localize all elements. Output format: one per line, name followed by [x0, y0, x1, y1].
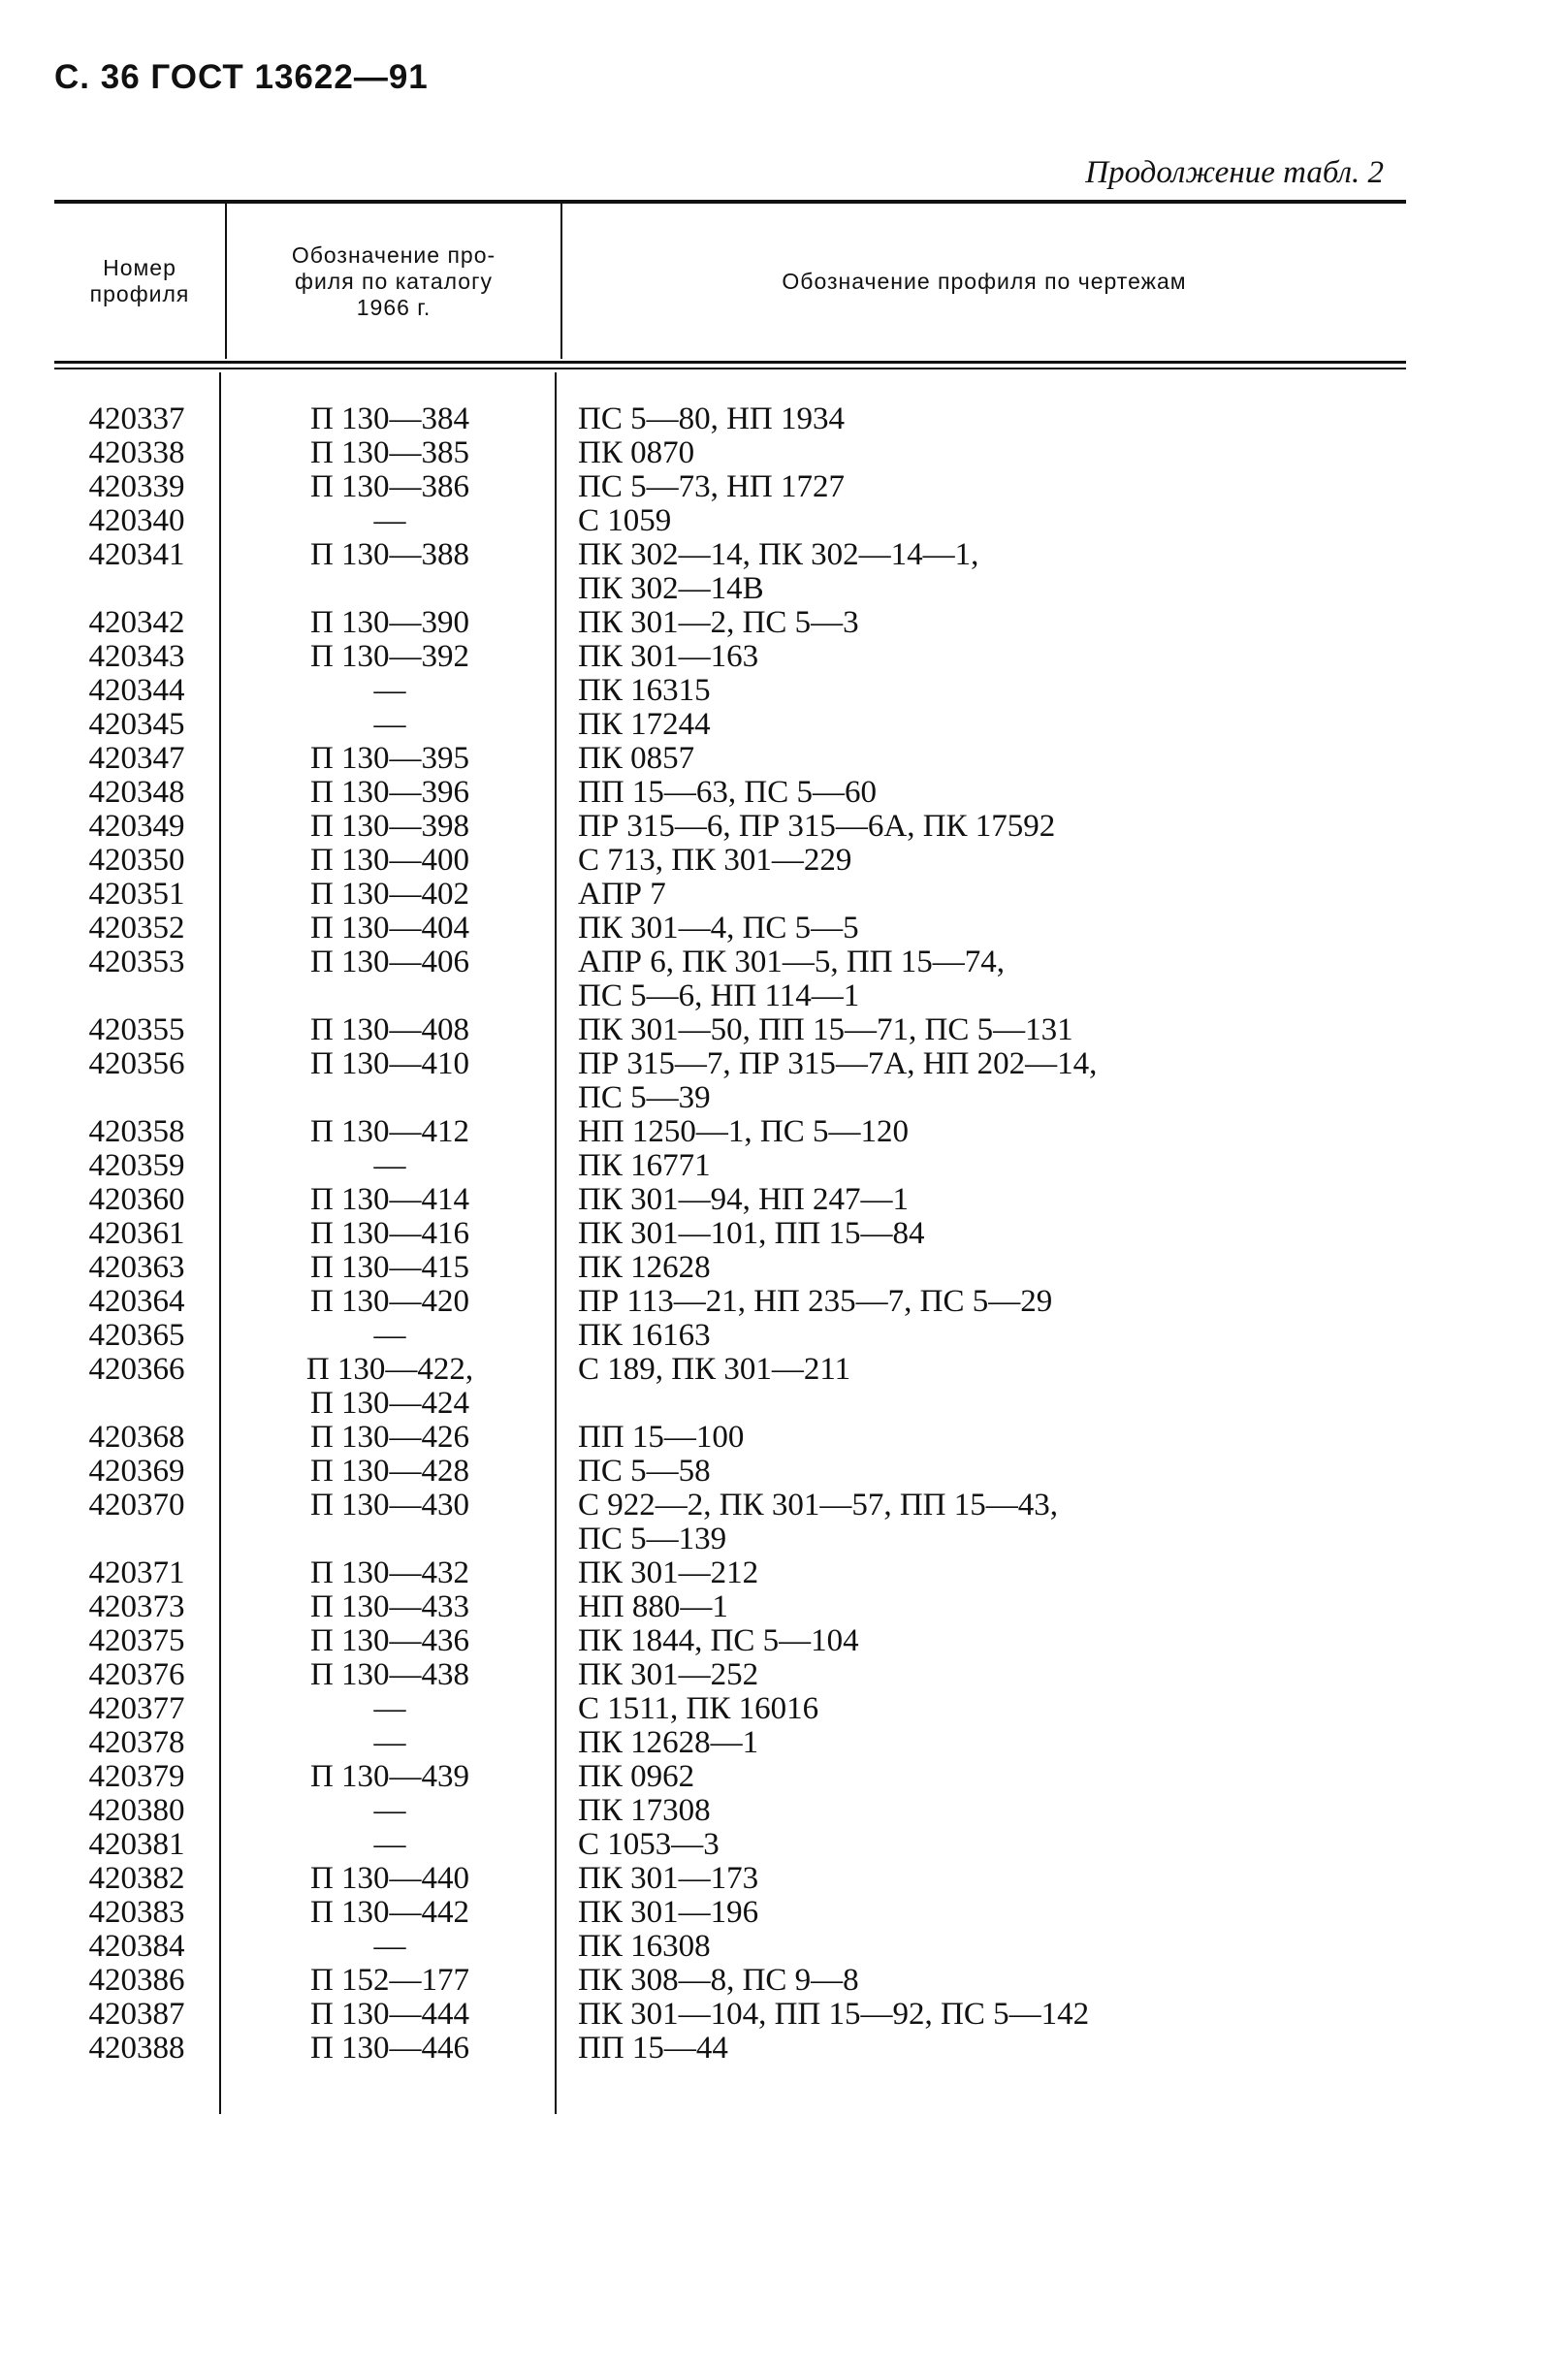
- drawing-designation-cell: [578, 1115, 1412, 1149]
- table-row: [0, 1930, 1568, 1964]
- drawing-designation-line: ПС 5—58: [578, 1454, 711, 1489]
- drawing-designation-line: С 713, ПК 301—229: [578, 843, 852, 878]
- table-row: [0, 708, 1568, 742]
- catalog-designation-cell: [225, 1590, 555, 1624]
- drawing-designation-line: АПР 6, ПК 301—5, ПП 15—74,: [578, 945, 1006, 979]
- running-head: С. 36 ГОСТ 13622—91: [54, 58, 429, 96]
- drawing-designation-line: ПП 15—63, ПС 5—60: [578, 775, 878, 810]
- drawing-designation-cell: [578, 912, 1412, 946]
- table-row: [0, 1353, 1568, 1421]
- profile-number-cell: 420339: [88, 469, 185, 504]
- drawing-designation-line: С 1511, ПК 16016: [578, 1691, 819, 1726]
- drawing-designation-line: ПК 301—173: [578, 1861, 759, 1896]
- drawing-designation-cell: [578, 1862, 1412, 1896]
- table-row: [0, 402, 1568, 436]
- catalog-designation-line: П 130—386: [309, 469, 470, 504]
- drawing-designation-line: ПК 301—196: [578, 1895, 759, 1930]
- catalog-designation-cell: [225, 810, 555, 844]
- catalog-designation-cell: [225, 1421, 555, 1455]
- drawing-designation-cell: [578, 1624, 1412, 1658]
- catalog-designation-line: —: [373, 707, 406, 742]
- drawing-designation-line: ПК 0962: [578, 1759, 695, 1794]
- catalog-designation-cell: [225, 1319, 555, 1353]
- catalog-designation-line: П 130—408: [309, 1012, 470, 1047]
- catalog-designation-line: П 130—404: [309, 911, 470, 946]
- drawing-designation-line: ПК 1844, ПС 5—104: [578, 1623, 859, 1658]
- catalog-designation-cell: [225, 402, 555, 436]
- catalog-designation-line: П 130—415: [309, 1250, 470, 1285]
- catalog-designation-line: —: [373, 1691, 406, 1726]
- catalog-designation-cell: [225, 606, 555, 640]
- catalog-designation-cell: [225, 708, 555, 742]
- profile-number-cell: 420375: [88, 1623, 185, 1658]
- drawing-designation-cell: [578, 1353, 1412, 1387]
- catalog-designation-line: П 130—439: [309, 1759, 470, 1794]
- drawing-designation-line: ПС 5—73, НП 1727: [578, 469, 846, 504]
- catalog-designation-cell: [225, 776, 555, 810]
- drawing-designation-line: ПП 15—44: [578, 2031, 728, 2066]
- drawing-designation-cell: [578, 1896, 1412, 1930]
- drawing-designation-cell: [578, 1658, 1412, 1692]
- drawing-designation-cell: [578, 1964, 1412, 1998]
- table-row: [0, 606, 1568, 640]
- drawing-designation-line: ПК 12628—1: [578, 1725, 759, 1760]
- drawing-designation-line: ПС 5—80, НП 1934: [578, 401, 846, 436]
- drawing-designation-line: ПС 5—6, НП 114—1: [578, 978, 860, 1013]
- profile-number-cell: 420382: [88, 1861, 185, 1896]
- drawing-designation-line: С 922—2, ПК 301—57, ПП 15—43,: [578, 1488, 1059, 1523]
- profile-number-cell: 420381: [88, 1827, 185, 1862]
- profile-number-cell: 420355: [88, 1012, 185, 1047]
- table-row: [0, 1862, 1568, 1896]
- catalog-designation-cell: [225, 946, 555, 979]
- catalog-designation-line: П 130—392: [309, 639, 470, 674]
- drawing-designation-line: ПК 301—163: [578, 639, 759, 674]
- header-line: Обозначение про-: [291, 241, 496, 268]
- drawing-designation-cell: [578, 1556, 1412, 1590]
- header-bottom-rule: [54, 361, 1406, 364]
- profile-number-cell: 420368: [88, 1420, 185, 1455]
- drawing-designation-line: ПК 16308: [578, 1929, 711, 1964]
- profile-number-cell: 420371: [88, 1555, 185, 1590]
- catalog-designation-cell: [225, 1251, 555, 1285]
- drawing-designation-cell: [578, 1421, 1412, 1455]
- table-row: [0, 912, 1568, 946]
- catalog-designation-cell: [225, 538, 555, 572]
- table-row: [0, 1217, 1568, 1251]
- drawing-designation-line: ПП 15—100: [578, 1420, 745, 1455]
- catalog-designation-line: П 130—395: [309, 741, 470, 776]
- catalog-designation-line: П 130—414: [309, 1182, 470, 1217]
- table-row: [0, 1047, 1568, 1115]
- drawing-designation-line: ПК 301—101, ПП 15—84: [578, 1216, 925, 1251]
- catalog-designation-line: —: [373, 1318, 406, 1353]
- table-row: [0, 1658, 1568, 1692]
- catalog-designation-line: —: [373, 1827, 406, 1862]
- catalog-designation-line: П 130—432: [309, 1555, 470, 1590]
- catalog-designation-cell: [225, 844, 555, 878]
- profile-number-cell: 420338: [88, 435, 185, 470]
- drawing-designation-cell: [578, 640, 1412, 674]
- profile-number-cell: 420383: [88, 1895, 185, 1930]
- catalog-designation-cell: [225, 640, 555, 674]
- drawing-designation-cell: [578, 1590, 1412, 1624]
- table-row: [0, 776, 1568, 810]
- drawing-designation-line: ПК 0857: [578, 741, 695, 776]
- catalog-designation-cell: [225, 1726, 555, 1760]
- table-body: [0, 402, 1568, 2066]
- table-row: [0, 1692, 1568, 1726]
- table-row: [0, 1149, 1568, 1183]
- drawing-designation-cell: [578, 1828, 1412, 1862]
- header-profile-number: [54, 204, 225, 359]
- catalog-designation-line: П 130—412: [309, 1114, 470, 1149]
- catalog-designation-line: П 130—385: [309, 435, 470, 470]
- catalog-designation-line: П 130—420: [309, 1284, 470, 1319]
- table-row: [0, 878, 1568, 912]
- drawing-designation-line: С 1053—3: [578, 1827, 720, 1862]
- drawing-designation-cell: [578, 844, 1412, 878]
- drawing-designation-cell: [578, 1013, 1412, 1047]
- catalog-designation-line: П 130—440: [309, 1861, 470, 1896]
- catalog-designation-cell: [225, 1624, 555, 1658]
- catalog-designation-line: П 130—410: [309, 1046, 470, 1081]
- table-row: [0, 1421, 1568, 1455]
- drawing-designation-cell: [578, 402, 1412, 436]
- profile-number-cell: 420340: [88, 503, 185, 538]
- table-row: [0, 742, 1568, 776]
- catalog-designation-line: П 130—438: [309, 1657, 470, 1692]
- table-row: [0, 1251, 1568, 1285]
- catalog-designation-line: —: [373, 503, 406, 538]
- catalog-designation-cell: [225, 1760, 555, 1794]
- table-row: [0, 640, 1568, 674]
- catalog-designation-cell: [225, 1658, 555, 1692]
- catalog-designation-cell: [225, 504, 555, 538]
- drawing-designation-line: ПК 17308: [578, 1793, 711, 1828]
- catalog-designation-cell: [225, 742, 555, 776]
- profile-number-cell: 420366: [88, 1352, 185, 1387]
- drawing-designation-line: ПК 301—50, ПП 15—71, ПС 5—131: [578, 1012, 1073, 1047]
- profile-number-cell: 420343: [88, 639, 185, 674]
- catalog-designation-cell: [225, 1998, 555, 2032]
- header-line: профиля: [89, 281, 190, 306]
- catalog-designation-cell: [225, 1930, 555, 1964]
- header-drawing-designation: [562, 204, 1406, 359]
- table-row: [0, 504, 1568, 538]
- header-line: Обозначение профиля по чертежам: [782, 268, 1187, 294]
- profile-number-cell: 420365: [88, 1318, 185, 1353]
- profile-number-cell: 420379: [88, 1759, 185, 1794]
- catalog-designation-cell: [225, 1556, 555, 1590]
- header-catalog-designation: [227, 204, 560, 359]
- profile-number-cell: 420369: [88, 1454, 185, 1489]
- profile-number-cell: 420370: [88, 1488, 185, 1523]
- drawing-designation-cell: [578, 1285, 1412, 1319]
- table-row: [0, 1760, 1568, 1794]
- drawing-designation-line: ПК 17244: [578, 707, 711, 742]
- drawing-designation-line: НП 880—1: [578, 1589, 728, 1624]
- catalog-designation-line: П 130—416: [309, 1216, 470, 1251]
- profile-number-cell: 420377: [88, 1691, 185, 1726]
- profile-number-cell: 420347: [88, 741, 185, 776]
- catalog-designation-cell: [225, 1692, 555, 1726]
- header-line: Номер: [103, 255, 176, 280]
- table-row: [0, 436, 1568, 470]
- profile-number-cell: 420351: [88, 877, 185, 912]
- header-line: филя по каталогу: [295, 268, 493, 294]
- column-divider: [225, 204, 227, 359]
- profile-number-cell: 420380: [88, 1793, 185, 1828]
- drawing-designation-cell: [578, 776, 1412, 810]
- catalog-designation-line: П 130—390: [309, 605, 470, 640]
- profile-number-cell: 420352: [88, 911, 185, 946]
- catalog-designation-line: П 130—422,: [305, 1352, 474, 1387]
- drawing-designation-cell: [578, 1251, 1412, 1285]
- catalog-designation-line: П 130—444: [309, 1997, 470, 2032]
- catalog-designation-cell: [225, 1047, 555, 1081]
- drawing-designation-line: ПК 301—252: [578, 1657, 759, 1692]
- drawing-designation-cell: [578, 1726, 1412, 1760]
- drawing-designation-line: НП 1250—1, ПС 5—120: [578, 1114, 910, 1149]
- table-row: [0, 1183, 1568, 1217]
- catalog-designation-cell: [225, 436, 555, 470]
- drawing-designation-line: ПР 113—21, НП 235—7, ПС 5—29: [578, 1284, 1053, 1319]
- catalog-designation-cell: [225, 2032, 555, 2066]
- drawing-designation-cell: [578, 708, 1412, 742]
- catalog-designation-line: —: [373, 1725, 406, 1760]
- profile-number-cell: 420364: [88, 1284, 185, 1319]
- catalog-designation-line: П 130—400: [309, 843, 470, 878]
- profile-number-cell: 420341: [88, 537, 185, 572]
- profile-number-cell: 420356: [88, 1046, 185, 1081]
- table-row: [0, 1556, 1568, 1590]
- table-row: [0, 2032, 1568, 2066]
- table-row: [0, 946, 1568, 1013]
- catalog-designation-line: П 130—436: [309, 1623, 470, 1658]
- drawing-designation-line: ПР 315—6, ПР 315—6А, ПК 17592: [578, 809, 1056, 844]
- catalog-designation-cell: [225, 1149, 555, 1183]
- table-continuation-label: Продолжение табл. 2: [1085, 155, 1384, 190]
- drawing-designation-cell: [578, 436, 1412, 470]
- drawing-designation-line: ПК 16315: [578, 673, 711, 708]
- catalog-designation-cell: [225, 470, 555, 504]
- catalog-designation-line: П 130—398: [309, 809, 470, 844]
- drawing-designation-cell: [578, 674, 1412, 708]
- catalog-designation-line: —: [373, 1148, 406, 1183]
- drawing-designation-cell: [578, 606, 1412, 640]
- table-row: [0, 810, 1568, 844]
- catalog-designation-line: П 130—384: [309, 401, 470, 436]
- drawing-designation-line: С 189, ПК 301—211: [578, 1352, 851, 1387]
- table-row: [0, 1590, 1568, 1624]
- profile-number-cell: 420345: [88, 707, 185, 742]
- drawing-designation-cell: [578, 1319, 1412, 1353]
- catalog-designation-cell: [225, 878, 555, 912]
- catalog-designation-line: —: [373, 1929, 406, 1964]
- table-row: [0, 1319, 1568, 1353]
- drawing-designation-line: ПС 5—139: [578, 1522, 727, 1556]
- catalog-designation-cell: [225, 1794, 555, 1828]
- catalog-designation-cell: [225, 1964, 555, 1998]
- catalog-designation-line: П 130—433: [309, 1589, 470, 1624]
- profile-number-cell: 420350: [88, 843, 185, 878]
- drawing-designation-line: ПС 5—39: [578, 1080, 711, 1115]
- profile-number-cell: 420342: [88, 605, 185, 640]
- profile-number-cell: 420373: [88, 1589, 185, 1624]
- profile-number-cell: 420378: [88, 1725, 185, 1760]
- profile-number-cell: 420348: [88, 775, 185, 810]
- catalog-designation-cell: [225, 1013, 555, 1047]
- drawing-designation-line: ПК 308—8, ПС 9—8: [578, 1963, 859, 1998]
- catalog-designation-line: П 130—446: [309, 2031, 470, 2066]
- table-row: [0, 1726, 1568, 1760]
- drawing-designation-cell: [578, 1998, 1412, 2032]
- table-row: [0, 1998, 1568, 2032]
- catalog-designation-cell: [225, 1217, 555, 1251]
- drawing-designation-line: ПК 0870: [578, 435, 695, 470]
- table-row: [0, 1828, 1568, 1862]
- catalog-designation-line: П 130—428: [309, 1454, 470, 1489]
- catalog-designation-cell: [225, 1489, 555, 1523]
- catalog-designation-cell: [225, 1455, 555, 1489]
- catalog-designation-line: П 130—424: [309, 1386, 470, 1421]
- catalog-designation-line: П 130—406: [309, 945, 470, 979]
- table-row: [0, 1285, 1568, 1319]
- catalog-designation-cell: [225, 674, 555, 708]
- table-row: [0, 1794, 1568, 1828]
- profile-number-cell: 420349: [88, 809, 185, 844]
- catalog-designation-cell: [225, 1115, 555, 1149]
- profile-number-cell: 420363: [88, 1250, 185, 1285]
- drawing-designation-cell: [578, 1183, 1412, 1217]
- table-row: [0, 1964, 1568, 1998]
- drawing-designation-line: ПК 12628: [578, 1250, 711, 1285]
- profile-number-cell: 420384: [88, 1929, 185, 1964]
- catalog-designation-cell: [225, 1862, 555, 1896]
- profile-number-cell: 420388: [88, 2031, 185, 2066]
- table-row: [0, 1624, 1568, 1658]
- drawing-designation-line: С 1059: [578, 503, 672, 538]
- drawing-designation-cell: [578, 1489, 1412, 1556]
- catalog-designation-line: П 152—177: [309, 1963, 470, 1998]
- table-row: [0, 1455, 1568, 1489]
- drawing-designation-line: ПК 301—212: [578, 1555, 759, 1590]
- profile-number-cell: 420359: [88, 1148, 185, 1183]
- drawing-designation-cell: [578, 1794, 1412, 1828]
- drawing-designation-line: ПР 315—7, ПР 315—7А, НП 202—14,: [578, 1046, 1098, 1081]
- catalog-designation-line: П 130—396: [309, 775, 470, 810]
- table-row: [0, 1896, 1568, 1930]
- drawing-designation-cell: [578, 504, 1412, 538]
- drawing-designation-line: ПК 301—2, ПС 5—3: [578, 605, 859, 640]
- drawing-designation-cell: [578, 1930, 1412, 1964]
- table-row: [0, 1013, 1568, 1047]
- catalog-designation-line: П 130—430: [309, 1488, 470, 1523]
- catalog-designation-cell: [225, 1285, 555, 1319]
- column-divider: [560, 204, 562, 359]
- catalog-designation-line: —: [373, 673, 406, 708]
- catalog-designation-line: П 130—442: [309, 1895, 470, 1930]
- catalog-designation-cell: [225, 1896, 555, 1930]
- catalog-designation-line: П 130—402: [309, 877, 470, 912]
- drawing-designation-line: ПК 301—4, ПС 5—5: [578, 911, 859, 946]
- table-row: [0, 674, 1568, 708]
- profile-number-cell: 420358: [88, 1114, 185, 1149]
- profile-number-cell: 420376: [88, 1657, 185, 1692]
- header-bottom-rule: [54, 368, 1406, 369]
- drawing-designation-cell: [578, 810, 1412, 844]
- drawing-designation-line: ПК 302—14, ПК 302—14—1,: [578, 537, 979, 572]
- catalog-designation-line: —: [373, 1793, 406, 1828]
- profile-number-cell: 420361: [88, 1216, 185, 1251]
- catalog-designation-cell: [225, 1183, 555, 1217]
- drawing-designation-line: ПК 16771: [578, 1148, 711, 1183]
- profile-number-cell: 420353: [88, 945, 185, 979]
- drawing-designation-cell: [578, 878, 1412, 912]
- drawing-designation-cell: [578, 1760, 1412, 1794]
- drawing-designation-line: ПК 301—104, ПП 15—92, ПС 5—142: [578, 1997, 1090, 2032]
- drawing-designation-cell: [578, 1692, 1412, 1726]
- drawing-designation-line: АПР 7: [578, 877, 666, 912]
- drawing-designation-cell: [578, 742, 1412, 776]
- drawing-designation-cell: [578, 1455, 1412, 1489]
- table-row: [0, 1115, 1568, 1149]
- drawing-designation-cell: [578, 1217, 1412, 1251]
- drawing-designation-cell: [578, 538, 1412, 606]
- table-row: [0, 470, 1568, 504]
- drawing-designation-cell: [578, 2032, 1412, 2066]
- catalog-designation-cell: [225, 1828, 555, 1862]
- header-line: 1966 г.: [356, 294, 432, 320]
- drawing-designation-cell: [578, 946, 1412, 1013]
- table-row: [0, 1489, 1568, 1556]
- profile-number-cell: 420386: [88, 1963, 185, 1998]
- drawing-designation-line: ПК 301—94, НП 247—1: [578, 1182, 910, 1217]
- drawing-designation-cell: [578, 1149, 1412, 1183]
- table-row: [0, 538, 1568, 606]
- profile-number-cell: 420387: [88, 1997, 185, 2032]
- catalog-designation-cell: [225, 912, 555, 946]
- drawing-designation-cell: [578, 1047, 1412, 1115]
- profile-number-cell: 420360: [88, 1182, 185, 1217]
- catalog-designation-line: П 130—426: [309, 1420, 470, 1455]
- drawing-designation-line: ПК 302—14В: [578, 571, 764, 606]
- drawing-designation-cell: [578, 470, 1412, 504]
- table-row: [0, 844, 1568, 878]
- catalog-designation-cell: [225, 1353, 555, 1421]
- catalog-designation-line: П 130—388: [309, 537, 470, 572]
- profile-number-cell: 420344: [88, 673, 185, 708]
- profile-number-cell: 420337: [88, 401, 185, 436]
- drawing-designation-line: ПК 16163: [578, 1318, 711, 1353]
